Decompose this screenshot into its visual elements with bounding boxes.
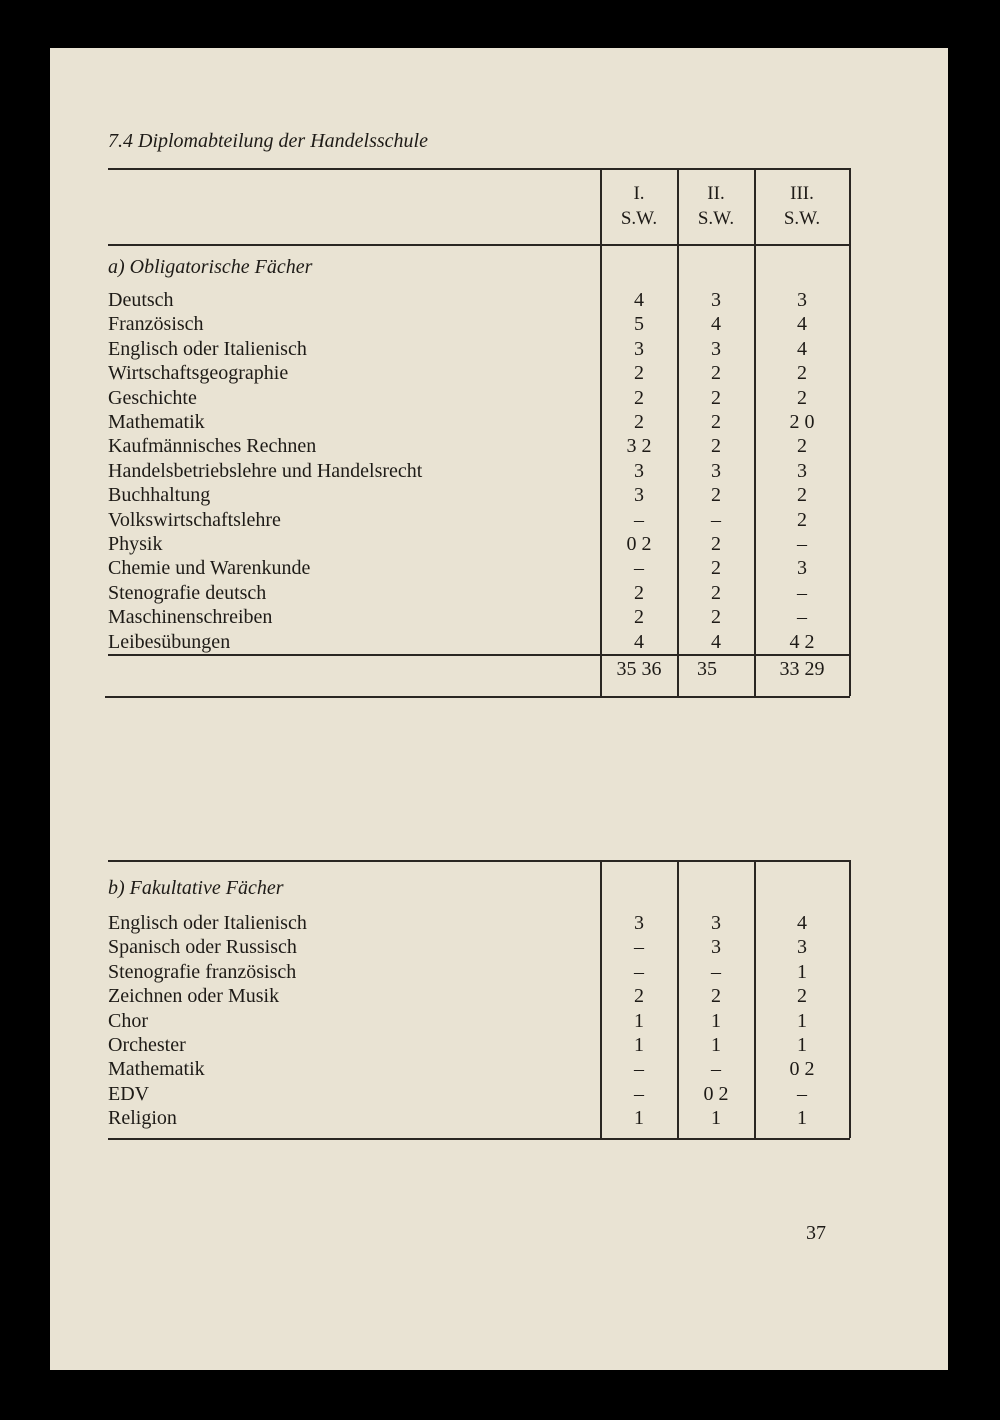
- hours-value-col-1: 3: [634, 484, 644, 507]
- hours-value-col-2: 2: [711, 386, 721, 409]
- subject-name: Zeichnen oder Musik: [108, 985, 280, 1008]
- subject-name: Mathematik: [108, 1058, 205, 1081]
- hours-value-col-2: 4: [711, 630, 721, 653]
- column-header-1: [602, 181, 676, 231]
- subject-name: Chemie und Warenkunde: [108, 557, 311, 580]
- hours-value-col-3: 1: [797, 1034, 807, 1056]
- hours-value-col-2: 4: [711, 313, 721, 336]
- subject-name: Religion: [108, 1107, 177, 1130]
- hours-value-col-2: 0 2: [703, 1082, 729, 1105]
- hours-value-col-1: –: [634, 1082, 644, 1105]
- hours-value-col-3: 2: [797, 484, 807, 507]
- hours-value-col-1: 2: [634, 386, 644, 409]
- hours-value-col-3: 3: [797, 289, 807, 311]
- hours-value-col-1: 4: [634, 630, 644, 653]
- hours-value-col-1: –: [634, 1058, 644, 1081]
- hours-value-col-2: 3: [711, 936, 721, 959]
- hours-value-col-2: –: [711, 508, 721, 531]
- subject-name: Deutsch: [108, 289, 174, 311]
- hours-value-col-2: 2: [711, 411, 721, 433]
- hours-value-col-1: 3: [634, 337, 644, 360]
- column-header-unit: S.W.: [620, 208, 658, 229]
- subject-name: Kaufmännisches Rechnen: [108, 435, 317, 458]
- hours-value-col-2: 3: [711, 289, 721, 311]
- hours-value-col-1: 2: [634, 411, 644, 433]
- hours-value-col-2: –: [711, 1058, 721, 1081]
- subject-name: Geschichte: [108, 386, 197, 409]
- hours-value-col-1: 3 2: [626, 435, 652, 458]
- hours-value-col-3: 2: [797, 386, 807, 409]
- hours-value-col-1: 5: [634, 313, 644, 336]
- subject-name: Buchhaltung: [108, 484, 211, 507]
- hours-value-col-2: 3: [711, 459, 721, 482]
- subject-name: Volkswirtschaftslehre: [108, 508, 281, 531]
- optional-heading: b) Fakultative Fächer: [108, 877, 284, 899]
- subject-name: Mathematik: [108, 411, 205, 433]
- subject-name: Englisch oder Italienisch: [108, 912, 307, 934]
- hours-value-col-2: 2: [711, 581, 721, 604]
- hours-value-col-3: –: [797, 533, 807, 555]
- hours-value-col-2: 2: [711, 606, 721, 629]
- hours-value-col-2: 2: [711, 985, 721, 1008]
- hours-value-col-2: 1: [711, 1034, 721, 1056]
- hours-value-col-3: 1: [797, 1009, 807, 1032]
- column-header-3: [756, 181, 848, 231]
- hours-value-col-3: –: [797, 606, 807, 629]
- hours-value-col-1: 1: [634, 1107, 644, 1130]
- hours-value-col-3: 4: [797, 912, 807, 934]
- hours-value-col-1: 2: [634, 606, 644, 629]
- subject-name: Maschinenschreiben: [108, 606, 273, 629]
- hours-value-col-3: 4 2: [789, 630, 815, 653]
- hours-value-col-2: 2: [711, 533, 721, 555]
- hours-value-col-3: 3: [797, 557, 807, 580]
- subject-name: Englisch oder Italienisch: [108, 337, 307, 360]
- subject-name: EDV: [108, 1082, 150, 1105]
- hours-value-col-3: 2: [797, 435, 807, 458]
- hours-value-col-1: 3: [634, 912, 644, 934]
- hours-value-col-3: 4: [797, 313, 807, 336]
- column-header-unit: S.W.: [697, 208, 735, 229]
- hours-value-col-2: 2: [711, 362, 721, 385]
- hours-value-col-1: 2: [634, 581, 644, 604]
- hours-value-col-2: 2: [711, 484, 721, 507]
- hours-value-col-2: 3: [711, 337, 721, 360]
- hours-value-col-1: –: [634, 960, 644, 983]
- hours-value-col-3: 2: [797, 508, 807, 531]
- hours-value-col-3: 1: [797, 960, 807, 983]
- total-col-2: 35: [697, 658, 717, 680]
- subject-name: Stenografie französisch: [108, 960, 297, 983]
- hours-value-col-3: 0 2: [789, 1058, 815, 1081]
- column-header-number: II.: [707, 183, 725, 204]
- total-col-1: 35 36: [616, 658, 662, 680]
- hours-value-col-3: 3: [797, 936, 807, 959]
- subject-name: Physik: [108, 533, 163, 555]
- hours-value-col-2: 1: [711, 1107, 721, 1130]
- subject-name: Handelsbetriebslehre und Handelsrecht: [108, 459, 423, 482]
- hours-value-col-2: 1: [711, 1009, 721, 1032]
- hours-value-col-1: 1: [634, 1034, 644, 1056]
- column-header-number: III.: [790, 183, 814, 204]
- hours-value-col-3: 2: [797, 985, 807, 1008]
- page-number: 37: [806, 1222, 826, 1244]
- section-title: 7.4 Diplomabteilung der Handelsschule: [108, 130, 428, 152]
- column-header-number: I.: [633, 183, 645, 204]
- hours-value-col-1: –: [634, 508, 644, 531]
- hours-value-col-1: –: [634, 557, 644, 580]
- document-page: [50, 48, 948, 1370]
- subject-name: Stenografie deutsch: [108, 581, 267, 604]
- hours-value-col-1: 2: [634, 985, 644, 1008]
- subject-name: Wirtschaftsgeographie: [108, 362, 289, 385]
- hours-value-col-3: 2 0: [789, 411, 815, 433]
- hours-value-col-1: 0 2: [626, 533, 652, 555]
- subject-name: Spanisch oder Russisch: [108, 936, 297, 959]
- hours-value-col-2: 2: [711, 557, 721, 580]
- hours-value-col-1: –: [634, 936, 644, 959]
- hours-value-col-3: 3: [797, 459, 807, 482]
- subject-name: Orchester: [108, 1034, 186, 1056]
- hours-value-col-3: 4: [797, 337, 807, 360]
- hours-value-col-1: 1: [634, 1009, 644, 1032]
- hours-value-col-2: –: [711, 960, 721, 983]
- hours-value-col-3: –: [797, 1082, 807, 1105]
- hours-value-col-1: 4: [634, 289, 644, 311]
- hours-value-col-1: 3: [634, 459, 644, 482]
- subject-name: Französisch: [108, 313, 204, 336]
- hours-value-col-2: 3: [711, 912, 721, 934]
- column-header-2: [679, 181, 753, 231]
- hours-value-col-3: 2: [797, 362, 807, 385]
- subject-name: Chor: [108, 1009, 148, 1032]
- hours-value-col-3: 1: [797, 1107, 807, 1130]
- hours-value-col-1: 2: [634, 362, 644, 385]
- total-col-3: 33 29: [779, 658, 825, 680]
- hours-value-col-2: 2: [711, 435, 721, 458]
- obligatory-heading: a) Obligatorische Fächer: [108, 256, 313, 278]
- subject-name: Leibesübungen: [108, 630, 231, 653]
- column-header-unit: S.W.: [783, 208, 821, 229]
- hours-value-col-3: –: [797, 581, 807, 604]
